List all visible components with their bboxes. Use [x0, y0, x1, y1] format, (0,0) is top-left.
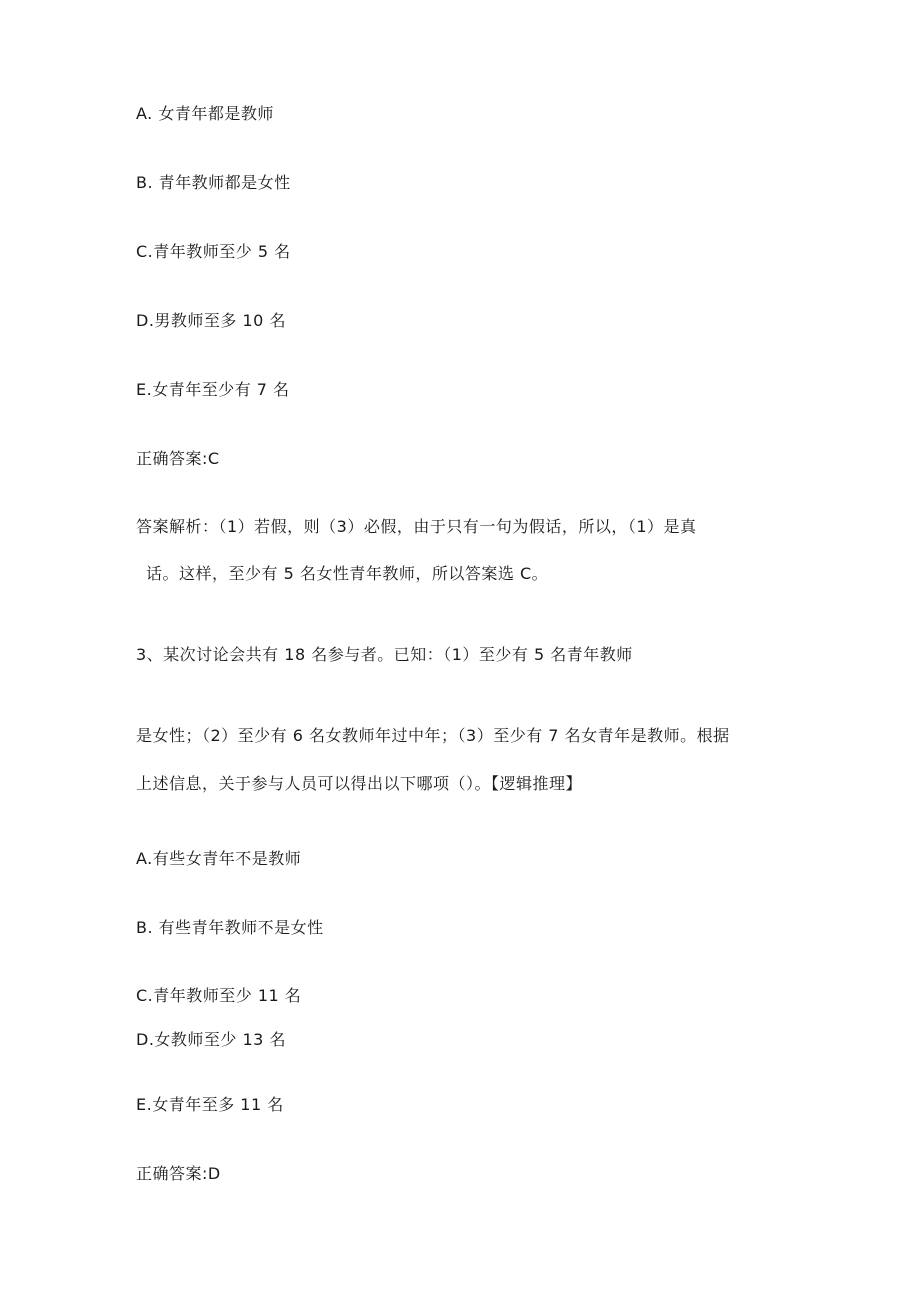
- option-b: B. 青年教师都是女性: [136, 173, 291, 192]
- option-d: D.女教师至少 13 名: [136, 1030, 286, 1049]
- question-stem-line-2: 是女性；（2）至少有 6 名女教师年过中年；（3）至少有 7 名女青年是教师。根据: [136, 726, 730, 745]
- option-c: C.青年教师至少 11 名: [136, 986, 302, 1005]
- option-a: A.有些女青年不是教师: [136, 849, 302, 868]
- option-e: E.女青年至多 11 名: [136, 1095, 284, 1114]
- option-d: D.男教师至多 10 名: [136, 311, 286, 330]
- correct-answer: 正确答案:C: [136, 449, 220, 468]
- option-c: C.青年教师至少 5 名: [136, 242, 291, 261]
- analysis-line-1: 答案解析：（1）若假，则（3）必假，由于只有一句为假话，所以，（1）是真: [136, 517, 697, 536]
- option-a: A. 女青年都是教师: [136, 104, 274, 123]
- option-b: B. 有些青年教师不是女性: [136, 918, 324, 937]
- option-e: E.女青年至少有 7 名: [136, 380, 290, 399]
- question-stem-line-3: 上述信息，关于参与人员可以得出以下哪项（）。【逻辑推理】: [136, 774, 583, 793]
- question-stem-line-1: 3、某次讨论会共有 18 名参与者。已知：（1）至少有 5 名青年教师: [136, 645, 633, 664]
- analysis-line-2: 话。这样，至少有 5 名女性青年教师，所以答案选 C。: [146, 564, 549, 583]
- correct-answer: 正确答案:D: [136, 1164, 221, 1183]
